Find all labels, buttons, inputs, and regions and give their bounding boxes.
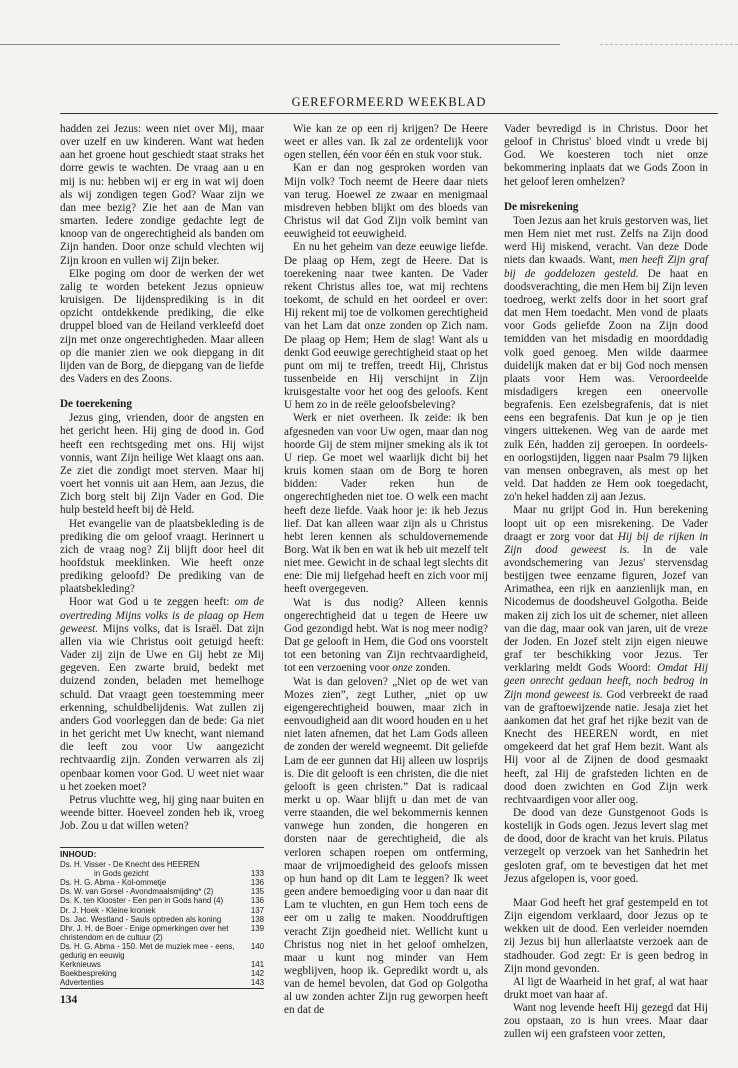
toc-item-page: 136 xyxy=(250,878,264,888)
toc-item-page: 139 xyxy=(250,923,264,933)
toc-item-title: in Gods gezicht xyxy=(94,869,149,879)
toc-item xyxy=(60,942,264,960)
paragraph: Het evangelie van de plaatsbekleding is de prediking die om geloof vraagt. Herinnert u zich de vraag nog? Zij blijft door heel dit hoofdstuk meeklinken. Wie heeft onze prediking geloofd? De prediking van de plaatsbekleding? xyxy=(60,517,264,596)
paragraph: hadden zei Jezus: ween niet over Mij, maar over uzelf en uw kinderen. Want wat heden aan het groene hout geschiedt staat straks het dorre gewis te wachten. De vraag aan u en mij is nu: hebben wij er erg in wat wij doen als wij zondigen tegen God? Waar zijn we dan mee bezig? Zie het aan de Man van smarten. Iedere zondige gedachte legt de knoop van de ongerechtigheid als banden om Zijn handen. Door onze schuld vlechten wij Zijn kroon en vullen wij Zijn beker. xyxy=(60,123,264,267)
text-run: Wat is dus nodig? Alleen kennis ongerechtigheid dat u tegen de Heere uw God gezondigd hebt. Wat is nog meer nodig? Dat ge gelooft in Hem, die God ons voorstelt tot een betoning van Zijn rechtvaardigheid, tot een verzoening voor xyxy=(284,596,488,675)
toc-item xyxy=(60,878,264,887)
paragraph xyxy=(60,596,264,793)
paragraph: Petrus vluchtte weg, hij ging naar buiten en weende bitter. Hoeveel zonden heb ik, vroeg Job. Zou u dat willen weten? xyxy=(60,793,264,833)
toc-item-title: Ds. K. ten Klooster - Een pen in Gods hand (4) xyxy=(60,896,224,906)
toc-item-page: 138 xyxy=(250,914,264,924)
toc-item xyxy=(60,860,264,869)
toc-item-page: 140 xyxy=(250,941,264,951)
paragraph: Kan er dan nog gesproken worden van Mijn volk? Toch neemt de Heere daar niets van terug. Hoewel ze zwaar en menigmaal misdreven hebben blijkt om des bloeds van Christus wil dat God Zijn volk bemint van eeuwigheid tot eeuwigheid. xyxy=(284,162,488,241)
toc-item-page: 133 xyxy=(250,869,264,879)
paragraph: Elke poging om door de werken der wet zalig te worden betekent Jezus opnieuw kruisigen. De lijdensprediking is in dit opzicht ontdekkende prediking, die elke druppel bloed van de Heiland verkleefd doet zijn met onze ongerechtigheden. Maar alleen op die manier zien we ook diepgang in dit lijden van de Borg, de diepgang van de liefde des Vaders en des Zoons. xyxy=(60,267,264,385)
paragraph: Al ligt de Waarheid in het graf, al wat haar drukt moet van haar af. xyxy=(504,975,708,1001)
table-of-contents xyxy=(60,847,264,989)
text-run: Mijns volks, dat is Israël. Dat zijn allen via wie Christus ooit getuigd heeft: Vader zij zijn de Uwe en Gij hebt ze Mij gegeven. Een zwarte bruid, bedekt met duizend zonden, beladen met hemelhoge schuld. Dat vraagt geen toestemming meer erkenning, schuldbelijdenis. Wat zullen zij anders God voorleggen dan de bede: Ga niet in het gericht met Uw knecht, want niemand die leeft zou voor Uw aangezicht rechtvaardig zijn. Zonden verwarren als zij openbaar komen voor God. U weet niet waar u het zoeken moet? xyxy=(60,622,264,793)
toc-item xyxy=(60,869,264,878)
toc-item xyxy=(60,978,264,989)
paragraph: De dood van deze Gunstgenoot Gods is kostelijk in Gods ogen. Jezus levert slag met de dood, door de kracht van het kruis. Pilatus verzegelt op verzoek van het Sanhedrin het gesloten graf, om te bevestigen dat het met Jezus afgelopen is, voor goed. xyxy=(504,806,708,885)
toc-item xyxy=(60,960,264,969)
toc-item xyxy=(60,887,264,896)
toc-item-page: 141 xyxy=(250,960,264,970)
toc-list xyxy=(60,860,264,989)
paragraph xyxy=(284,597,488,676)
column-2 xyxy=(284,123,488,1018)
toc-item xyxy=(60,896,264,905)
paragraph: Jezus ging, vrienden, door de angsten en het gericht heen. Hij ging de dood in. God heeft een rechtsgeding met ons. Hij wijst vonnis, want Zijn heilige Wet klaagt ons aan. Ze ziet die zondigt moet sterven. Maar hij voert het vonnis uit aan Hem, aan Jezus, die Zich borg stelt bij Zijn Vader en God. Die hulp besteld heeft bij dè Held. xyxy=(60,412,264,517)
paragraph: Want nog levende heeft Hij gezegd dat Hij zou opstaan, zo is hun vrees. Maar daar zullen wij een grafsteen voor zetten, xyxy=(504,1002,708,1041)
toc-item xyxy=(60,924,264,942)
toc-item xyxy=(60,906,264,915)
toc-item-page: 135 xyxy=(250,887,264,897)
quote-text: Omdat Hij geen onrecht gedaan heeft, noch bedrog in Zijn mond geweest is. xyxy=(504,662,708,701)
toc-item-title: Boekbespreking xyxy=(60,969,117,979)
column-1 xyxy=(60,123,264,833)
toc-item xyxy=(60,915,264,924)
text-run: De haat en doodsverachting, die men Hem bij Zijn leven toedroeg, werkt zelfs door in het soort graf dat men Hem toedacht. Men vond de plaats voor Gods geliefde Zoon na Zijn dood temidden van het misdadig en moorddadig volk goed genoeg. Men wilde daarmee duidelijk maken dat er bij God noch mensen plaats voor Hem was. Veroordeelde misdadigers kregen een oneervolle begrafenis. Een ezelsbegrafenis, dat is niet eens een begrafenis. Dat kun je op je tien vingers uittekenen. Weg van de aarde met zulk Eén, hadden zij geroepen. In oordeels- en oorlogstijden, liggen naar Psalm 79 lijken van mensen onbegraven, als mest op het veld. Dat hadden ze Hem ook toegedacht, zo'n hekel hadden zij aan Jezus. xyxy=(504,267,709,504)
paragraph: En nu het geheim van deze eeuwige liefde. De plaag op Hem, zegt de Heere. Dat is toerekening naar twee kanten. De Vader rekent Christus alles toe, wat mij rechtens toekomt, de schuld en het oordeel er over: Hij rekent mij toe de volkomen gerechtigheid van het Lam dat onze zonden op Zich nam. De plaag op Hem; Hem de slag! Want als u denkt God eeuwige gerechtigheid staat op het punt om mij te treffen, treedt Hij, Christus tussenbeide en Hij verschijnt in Zijn kruisgestalte voor het oog des geloofs. Kent U hem zo in de reële geloofsbeleving? xyxy=(284,241,488,412)
toc-item-title: Ds. Jac. Westland - Sauls optreden als koning xyxy=(60,914,222,924)
quote-text: men heeft Zijn graf bij de goddelozen gesteld. xyxy=(504,254,708,280)
toc-item-title: Dr. J. Hoek - Kleine kroniek xyxy=(60,905,156,915)
emphasis-text: onze xyxy=(392,662,413,675)
section-heading: De misrekening xyxy=(504,200,579,213)
top-rule-dashed xyxy=(600,44,738,45)
text-run: In de vale avondschemering van Jezus' stervensdag bestijgen twee eenzame figuren, Jozef van Arimathea, een rijk en aanzienlijk man, en Nicodemus de doodsheuvel Golgotha. Beide maken zij zich los uit de schemer, niet alleen van die dag, maar ook van jaren, uit de vreze der Joden. En Jozef stelt zijn eigen nieuwe graf ter beschikking voor Jezus. Ter verklaring meldt Gods Woord: xyxy=(504,543,708,675)
text-run: Toen Jezus aan het kruis gestorven was, liet men Hem niet met rust. Zelfs na Zijn dood werd Hij miskend, veracht. Van deze Dode niets dan kwaads. Want, xyxy=(504,214,708,267)
paragraph: Wie kan ze op een rij krijgen? De Heere weet er alles van. Ik zal ze ordentelijk voor ogen stellen, één voor één en stuk voor stuk. xyxy=(284,123,488,162)
text-run: Maar nu grijpt God in. Hun berekening loopt uit op een misrekening. De Vader draagt er zorg voor dat xyxy=(504,504,708,543)
toc-item-title: Ds. H. G. Abma - Kol-ommetje xyxy=(60,878,167,888)
page-header xyxy=(60,95,718,114)
toc-title: INHOUD: xyxy=(60,849,97,859)
paragraph: Vader bevredigd is in Christus. Door het geloof in Christus' bloed vindt u vrede bij God. We koesteren toch niet onze bekommering inplaats dat we Gods Zoon in het geloof leren omhelzen? xyxy=(504,123,708,188)
paragraph: Werk er niet overheen. Ik zeide: ik ben afgesneden van voor Uw ogen, maar dan nog hoorde Gij de stem mijner smeking als ik tot U riep. Ge moet wel waarlijk dicht bij het kruis komen staan om de Borg te horen bidden: Vader reken hun de ongerechtigheden niet toe. O welk een macht heeft deze liefde. Vaak hoor je: ik heb Jezus lief. Dat kan alleen waar zijn als u Christus hebt leren kennen als schuldovernemende Borg. Wat ik ben en wat ik heb uit mezelf telt niet mee. Gewicht in de schaal legt slechts dit ene: Die mij liefgehad heeft en zich voor mij heeft overgegeven. xyxy=(284,412,488,596)
toc-item-title: Advertenties xyxy=(60,978,104,988)
toc-item-page: 137 xyxy=(250,905,264,915)
toc-item-page: 143 xyxy=(250,978,264,988)
paragraph xyxy=(504,504,708,807)
quote-text: om de overtreding Mijns volks is de plaag op Hem geweest. xyxy=(60,596,264,635)
toc-item-title: Kerknieuws xyxy=(60,960,101,970)
text-run: Hoor wat God u te zeggen heeft: xyxy=(69,596,235,609)
magazine-title: GEREFORMEERD WEEKBLAD xyxy=(291,95,487,109)
toc-item-page: 142 xyxy=(250,969,264,979)
text-run: zonden. xyxy=(412,662,451,675)
top-rule xyxy=(0,44,560,45)
paragraph: Maar God heeft het graf gestempeld en tot Zijn eigendom verklaard, door Jezus op te wekken uit de dood. Een verleider noemden zij Jezus bij hun allerlaatste verzoek aan de stadhouder. God zegt: Er is geen bedrog in Zijn mond gevonden. xyxy=(504,896,708,975)
paragraph: Wat is dan geloven? „Niet op de wet van Mozes zien”, zegt Luther, „niet op uw eigengerechtigheid bouwen, maar zich in eenvoudigheid aan dit woord houden en u het niet laten afnemen, dat het Lam Gods alleen de zonden der wereld wegneemt. Dit geliefde Lam de eer gunnen dat Hij alleen uw losprijs is. Die dit gelooft is een christen, die die niet gelooft is geen christen.” Dat is radicaal merkt u op. Waar blijft u dan met de van verre staanden, die wel bekommernis kennen vanwege hun zonden, die hongeren en dorsten naar de gerechtigheid, die als verloren schapen roepen om ontferming, maar de vrijmoedigheid des geloofs missen op hun hand op dit Lam te leggen? Ik weet geen andere bemoediging voor u dan naar dit Lam te vluchten, en gun Hem toch eens de eer om u zalig te maken. Nooddruftigen veracht Zijn goedheid niet. Wellicht kunt u Christus nog niet in het geloof omhelzen, maar u kunt nog minder van Hem wegblijven, hoop ik. Gepredikt wordt u, als van de hemel bevolen, dat God op Golgotha al uw zonden achter Zijn rug geworpen heeft en dat de xyxy=(284,675,488,1017)
text-run: God verbreekt de raad van de graftoewijzende natie. Jesaja ziet het aankomen dat het graf het rijke bezit van de Knecht des HEEREN wordt, en niet omgekeerd dat het graf Hem bezit. Want als Hij voor al de Zijnen de dood gesmaakt heeft, zal Hij de grafsteden lichten en de dood doen zwichten en God Zijn werk rechtvaardigen voor aller oog. xyxy=(504,688,708,806)
toc-item-title: Ds. W. van Gorsel - Avondmaalsmijding* (2) xyxy=(60,887,214,897)
toc-item-title: Ds. H. Visser - De Knecht des HEEREN xyxy=(60,860,200,870)
quote-text: Hij bij de rijken in Zijn dood geweest is. xyxy=(504,530,708,556)
toc-item xyxy=(60,969,264,978)
toc-item-title: Dhr. J. H. de Boer - Enige opmerkingen over het christendom en de cultuur (2) xyxy=(60,923,229,942)
column-3 xyxy=(504,123,708,1042)
section-heading: De toerekening xyxy=(60,398,132,411)
toc-item-page: 136 xyxy=(250,896,264,906)
page-number: 134 xyxy=(60,994,78,1006)
toc-item-title: Ds. H. G. Abma - 150. Met de muziek mee - eens, gedurig en eeuwig xyxy=(60,941,235,961)
paragraph xyxy=(504,215,708,504)
